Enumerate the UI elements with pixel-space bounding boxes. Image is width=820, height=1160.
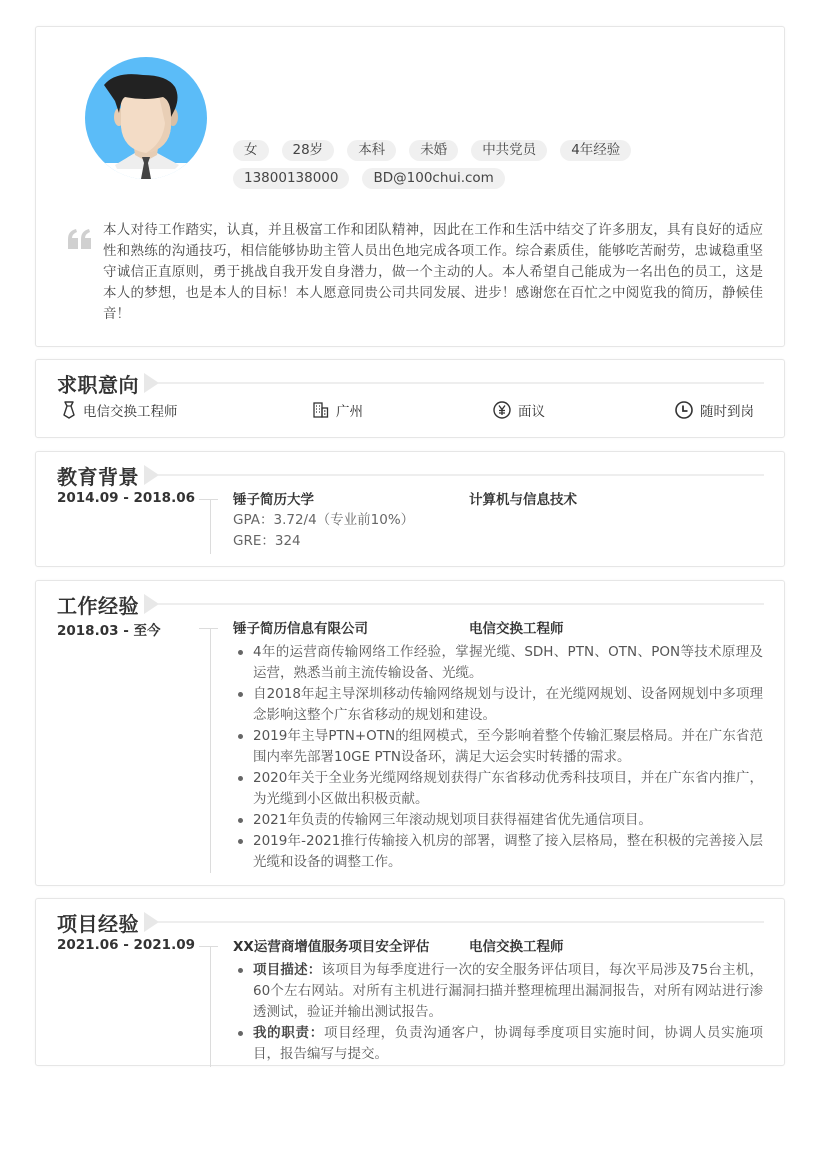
project-date: 2021.06 - 2021.09 xyxy=(57,937,195,953)
major-name: 计算机与信息技术 xyxy=(469,492,577,508)
project-responsibility xyxy=(233,1023,763,1065)
intent-salary xyxy=(493,400,545,420)
work-experience-section xyxy=(35,580,785,886)
education-date: 2014.09 - 2018.06 xyxy=(57,490,195,506)
intent-availability-label: 随时到岗 xyxy=(700,404,754,420)
title-divider xyxy=(158,382,764,384)
work-bullet: 2020年关于全业务光缆网络规划获得广东省移动优秀科技项目，并在广东省内推广，为光缆到小区做出积极贡献。 xyxy=(233,768,763,810)
tie-icon xyxy=(62,401,76,419)
intent-availability xyxy=(675,400,754,420)
job-intent-section xyxy=(35,359,785,438)
gender-tag: 女 xyxy=(233,140,269,161)
project-detail xyxy=(233,937,763,1065)
email-tag: BD@100chui.com xyxy=(362,168,504,189)
timeline-connector xyxy=(199,628,218,629)
bullet-label: 我的职责： xyxy=(253,1025,324,1041)
profile-tags xyxy=(233,140,753,196)
building-icon xyxy=(313,402,329,418)
project-experience-section xyxy=(35,898,785,1066)
political-tag: 中共党员 xyxy=(471,140,547,161)
work-date: 2018.03 - 至今 xyxy=(57,623,161,639)
education-section xyxy=(35,451,785,567)
project-name: XX运营商增值服务项目安全评估 xyxy=(233,939,430,955)
male-avatar-icon xyxy=(85,57,207,179)
marital-tag: 未婚 xyxy=(409,140,458,161)
work-head xyxy=(233,619,763,639)
yen-circle-icon xyxy=(493,401,511,419)
bullet-label: 项目描述： xyxy=(253,962,322,978)
work-bullet: 4年的运营商传输网络工作经验，掌握光缆、SDH、PTN、OTN、PON等技术原理及运营，熟悉当前主流传输设备、光缆。 xyxy=(233,642,763,684)
timeline-connector xyxy=(199,499,218,500)
contact-row xyxy=(233,168,753,189)
education-head xyxy=(233,490,763,510)
project-head xyxy=(233,937,763,957)
timeline-connector xyxy=(199,946,218,947)
work-bullet: 2021年负责的传输网三年滚动规划项目获得福建省优先通信项目。 xyxy=(233,810,763,831)
project-description xyxy=(233,960,763,1023)
timeline-line xyxy=(210,628,211,873)
education-detail xyxy=(233,490,763,552)
bullet-text: 项目经理，负责沟通客户，协调每季度项目实施时间，协调人员实施项目，报告编写与提交。 xyxy=(253,1025,764,1062)
project-bullets xyxy=(233,960,763,1065)
intent-row xyxy=(58,400,758,422)
intent-city-label: 广州 xyxy=(336,404,363,420)
timeline-line xyxy=(210,499,211,554)
degree-tag: 本科 xyxy=(347,140,396,161)
title-arrow-icon xyxy=(144,373,159,393)
profile-card xyxy=(35,26,785,347)
title-divider xyxy=(158,603,764,605)
section-header xyxy=(57,905,764,939)
quote-mark-icon xyxy=(68,213,92,257)
section-header xyxy=(57,366,764,400)
gpa-line: GPA：3.72/4（专业前10%） xyxy=(233,512,415,528)
section-title: 工作经验 xyxy=(57,593,139,618)
company-name: 锤子简历信息有限公司 xyxy=(233,621,368,637)
clock-icon xyxy=(675,401,693,419)
section-title: 项目经验 xyxy=(57,911,139,936)
work-bullet: 2019年主导PTN+OTN的组网模式，至今影响着整个传输汇聚层格局。并在广东省范围内率先部署10GE PTN设备环，满足大运会实时转播的需求。 xyxy=(233,726,763,768)
self-introduction: 本人对待工作踏实，认真，并且极富工作和团队精神，因此在工作和生活中结交了许多朋友，具有良好的适应性和熟练的沟通技巧，相信能够协助主管人员出色地完成各项工作。综合素质佳，能够吃苦耐劳，忠诚稳重坚守诚信正直原则，勇于挑战自我开发自身潜力，做一个主动的人。本人希望自己能成为一名出色的员工，这是本人的梦想，也是本人的目标！本人愿意同贵公司共同发展、进步！感谢您在百忙之中阅览我的简历，静候佳音！ xyxy=(103,222,763,322)
work-detail xyxy=(233,619,763,873)
work-bullets xyxy=(233,642,763,873)
section-header xyxy=(57,587,764,621)
age-tag: 28岁 xyxy=(282,140,335,161)
section-header xyxy=(57,458,764,492)
title-arrow-icon xyxy=(144,465,159,485)
intent-city xyxy=(313,400,363,420)
title-arrow-icon xyxy=(144,594,159,614)
school-name: 锤子简历大学 xyxy=(233,492,314,508)
section-title: 教育背景 xyxy=(57,464,139,489)
timeline-line xyxy=(210,946,211,1067)
title-arrow-icon xyxy=(144,912,159,932)
experience-tag: 4年经验 xyxy=(560,140,631,161)
section-title: 求职意向 xyxy=(57,372,139,397)
basic-info-row xyxy=(233,140,753,161)
project-role: 电信交换工程师 xyxy=(469,939,564,955)
intent-position xyxy=(62,400,178,420)
title-divider xyxy=(158,474,764,476)
job-position: 电信交换工程师 xyxy=(469,621,564,637)
intent-salary-label: 面议 xyxy=(518,404,545,420)
work-bullet: 2019年-2021推行传输接入机房的部署，调整了接入层格局，整在积极的完善接入层光缆和设备的调整工作。 xyxy=(233,831,763,873)
work-bullet: 自2018年起主导深圳移动传输网络规划与设计，在光缆网规划、设备网规划中多项理念影响这整个广东省移动的规划和建设。 xyxy=(233,684,763,726)
title-divider xyxy=(158,921,764,923)
bullet-text: 该项目为每季度进行一次的安全服务评估项目，每次平局涉及75台主机，60个左右网站。对所有主机进行漏洞扫描并整理梳理出漏洞报告，对所有网站进行渗透测试，验证并输出测试报告。 xyxy=(253,962,763,1020)
gre-line: GRE：324 xyxy=(233,533,301,549)
intent-position-label: 电信交换工程师 xyxy=(83,404,178,420)
phone-tag: 13800138000 xyxy=(233,168,349,189)
